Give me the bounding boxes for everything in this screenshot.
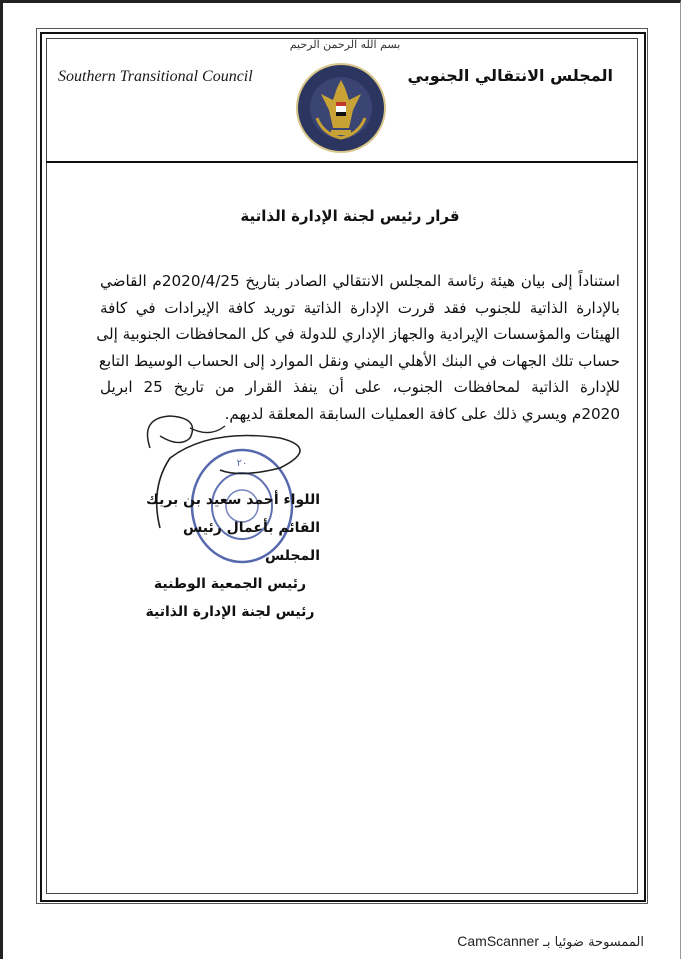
- stc-emblem-icon: [293, 58, 389, 158]
- signature-block: [140, 486, 320, 626]
- body-line: حساب تلك الجهات في البنك الأهلي اليمني ونقل الموارد إلى الحساب الوسيط التابع: [98, 351, 620, 370]
- body-line: 2020م ويسري ذلك على كافة العمليات السابقة المعلقة لديهم.: [224, 404, 620, 423]
- scanner-app-name: CamScanner: [457, 933, 539, 949]
- signatory-title: رئيس الجمعية الوطنية: [153, 576, 307, 592]
- body-line: الهيئات والمؤسسات الإيرادية والجهاز الإداري للدولة في كل المحافظات الجنوبية إلى: [96, 325, 620, 343]
- scanned-by-label: الممسوحة ضوئيا بـ: [543, 935, 644, 950]
- org-name-arabic: المجلس الانتقالي الجنوبي: [407, 66, 613, 85]
- signatory-name: اللواء أحمد سعيد بن بريك: [146, 492, 320, 508]
- svg-text:٢٠: ٢٠: [236, 458, 248, 469]
- body-line: استناداً إلى بيان هيئة رئاسة المجلس الانتقالي الصادر بتاريخ 2020/4/25م القاضي: [100, 272, 621, 290]
- signatory-committee: رئيس لجنة الإدارة الذاتية: [145, 604, 315, 620]
- body-line: بالإدارة الذاتية للجنوب فقد قررت الإدارة الذاتية توريد كافة الإيرادات في كافة: [100, 298, 620, 317]
- signatory-role: القائم بأعمال رئيس المجلس: [182, 520, 320, 564]
- decision-body: [96, 268, 621, 427]
- page-frame-inner: [46, 38, 638, 894]
- org-name-english: Southern Transitional Council: [58, 68, 253, 85]
- body-line: للإدارة الذاتية لمحافظات الجنوب، على أن ينفذ القرار من تاريخ 25 ابريل: [100, 378, 620, 396]
- scanner-watermark: [457, 933, 644, 950]
- header-divider: [46, 161, 638, 163]
- basmala: بسم الله الرحمن الرحيم: [289, 38, 401, 51]
- decision-title: قرار رئيس لجنة الإدارة الذاتية: [240, 207, 460, 225]
